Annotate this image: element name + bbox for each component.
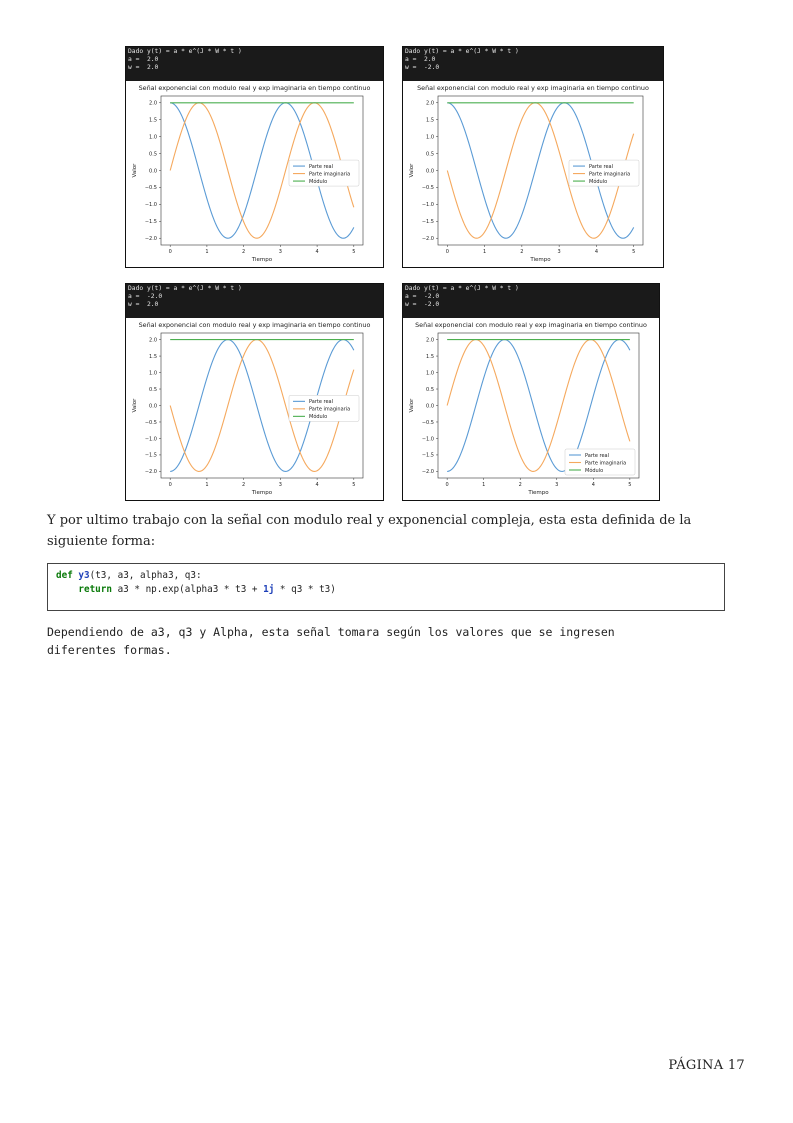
terminal-line: w = 2.0 xyxy=(128,301,159,308)
y-tick-label: −2.0 xyxy=(421,469,434,476)
y-tick-label: −2.0 xyxy=(421,236,434,243)
x-tick-label: 2 xyxy=(518,482,522,488)
chart-title: Señal exponencial con modulo real y exp imaginaria en tiempo continuo xyxy=(415,321,647,329)
x-axis-label: Tiempo xyxy=(528,490,549,496)
description-paragraph: Dependiendo de a3, q3 y Alpha, esta señal tomara según los valores que se ingresen diferentes formas. xyxy=(47,625,615,657)
y-tick-label: −0.5 xyxy=(144,185,157,192)
y-axis-label: Valor xyxy=(409,163,415,178)
x-tick-label: 4 xyxy=(594,249,599,255)
legend-label: Módulo xyxy=(585,467,604,474)
y-tick-label: 1.5 xyxy=(149,117,157,124)
y-tick-label: 0.0 xyxy=(149,168,157,175)
figure-3 xyxy=(125,283,384,501)
figure-4 xyxy=(402,283,660,501)
y-tick-label: −1.5 xyxy=(144,452,157,459)
legend-label: Parte imaginaria xyxy=(309,406,351,413)
y-tick-label: 0.5 xyxy=(149,151,157,158)
y-tick-label: 0.0 xyxy=(426,168,434,175)
terminal-line: a = -2.0 xyxy=(128,293,163,300)
keyword-def: def xyxy=(56,570,73,581)
legend-label: Parte imaginaria xyxy=(309,171,351,178)
terminal-line: Dado y(t) = a * e^(J * W * t ) xyxy=(128,285,242,292)
terminal-line: Dado y(t) = a * e^(J * W * t ) xyxy=(405,285,519,292)
legend-label: Módulo xyxy=(309,178,328,185)
terminal-line: a = 2.0 xyxy=(405,56,436,63)
x-tick-label: 1 xyxy=(205,249,209,255)
legend-label: Parte imaginaria xyxy=(585,460,627,467)
terminal-output xyxy=(126,47,383,81)
x-tick-label: 3 xyxy=(557,249,561,255)
x-axis-label: Tiempo xyxy=(530,257,551,263)
x-axis-label: Tiempo xyxy=(251,490,273,496)
code-indent xyxy=(56,584,78,595)
legend-label: Parte real xyxy=(309,399,334,406)
y-tick-label: 1.0 xyxy=(426,370,434,377)
x-tick-label: 4 xyxy=(591,482,595,488)
y-tick-label: −1.0 xyxy=(421,436,434,443)
figure-1 xyxy=(125,46,384,268)
y-axis-label: Valor xyxy=(132,398,138,413)
y-tick-label: 0.5 xyxy=(149,386,157,393)
x-tick-label: 5 xyxy=(628,482,632,488)
terminal-line: Dado y(t) = a * e^(J * W * t ) xyxy=(405,48,519,55)
return-expr-start: a3 * np.exp(alpha3 * t3 + xyxy=(111,584,264,595)
x-tick-label: 5 xyxy=(352,482,356,488)
y-tick-label: −1.5 xyxy=(421,452,434,459)
y-axis-label: Valor xyxy=(409,398,415,413)
y-tick-label: −1.5 xyxy=(144,219,157,226)
keyword-return: return xyxy=(78,584,112,595)
x-tick-label: 4 xyxy=(315,249,319,255)
y-tick-label: −0.5 xyxy=(421,419,434,426)
y-tick-label: 2.0 xyxy=(426,337,434,344)
y-tick-label: −1.0 xyxy=(144,202,157,209)
chart-svg xyxy=(403,318,659,500)
y-tick-label: −0.5 xyxy=(421,185,434,192)
x-tick-label: 3 xyxy=(278,482,282,488)
x-tick-label: 3 xyxy=(278,249,282,255)
terminal-line: a = -2.0 xyxy=(405,293,440,300)
function-name: y3 xyxy=(78,570,90,581)
terminal-line: w = 2.0 xyxy=(128,64,159,71)
chart-svg xyxy=(126,81,383,267)
x-tick-label: 2 xyxy=(242,249,246,255)
y-tick-label: −2.0 xyxy=(144,236,157,243)
y-tick-label: 1.0 xyxy=(426,134,434,141)
x-tick-label: 5 xyxy=(352,249,356,255)
x-tick-label: 0 xyxy=(168,249,172,255)
legend-label: Módulo xyxy=(309,414,328,421)
chart-svg xyxy=(403,81,663,267)
y-tick-label: 0.5 xyxy=(426,386,434,393)
y-tick-label: 2.0 xyxy=(149,100,157,107)
y-tick-label: 0.5 xyxy=(426,151,434,158)
terminal-line: Dado y(t) = a * e^(J * W * t ) xyxy=(128,48,242,55)
legend-label: Parte imaginaria xyxy=(589,171,631,178)
x-tick-label: 0 xyxy=(445,482,449,488)
y-tick-label: 0.0 xyxy=(426,403,434,410)
y-tick-label: −1.0 xyxy=(144,436,157,443)
x-tick-label: 2 xyxy=(242,482,246,488)
y-tick-label: 2.0 xyxy=(149,337,157,344)
function-signature: (t3, a3, alpha3, q3: xyxy=(89,570,202,581)
return-expr-end: * q3 * t3) xyxy=(274,584,336,595)
y-tick-label: 1.0 xyxy=(149,134,157,141)
y-tick-label: 0.0 xyxy=(149,403,157,410)
x-tick-label: 1 xyxy=(205,482,209,488)
figure-2 xyxy=(402,46,664,268)
x-tick-label: 4 xyxy=(315,482,319,488)
y-tick-label: 1.5 xyxy=(426,353,434,360)
imag-unit-literal: 1j xyxy=(263,584,275,595)
legend-label: Módulo xyxy=(589,178,608,185)
y-tick-label: −0.5 xyxy=(144,419,157,426)
body-paragraph: Y por ultimo trabajo con la señal con modulo real y exponencial compleja, esta esta definida de la siguiente forma: xyxy=(47,513,692,549)
x-tick-label: 0 xyxy=(168,482,172,488)
y-tick-label: 2.0 xyxy=(426,100,434,107)
x-tick-label: 3 xyxy=(555,482,559,488)
terminal-line: w = -2.0 xyxy=(405,301,440,308)
y-axis-label: Valor xyxy=(132,163,138,178)
terminal-line: w = -2.0 xyxy=(405,64,440,71)
x-tick-label: 1 xyxy=(482,249,487,255)
y-tick-label: 1.5 xyxy=(149,353,157,360)
x-tick-label: 5 xyxy=(632,249,636,255)
y-tick-label: −1.0 xyxy=(421,202,434,209)
terminal-output xyxy=(403,284,659,318)
legend-label: Parte real xyxy=(589,163,614,170)
legend-label: Parte real xyxy=(309,163,334,170)
page-number: PÁGINA 17 xyxy=(668,1058,745,1073)
x-tick-label: 1 xyxy=(482,482,486,488)
y-tick-label: 1.0 xyxy=(149,370,157,377)
chart-title: Señal exponencial con modulo real y exp imaginaria en tiempo continuo xyxy=(417,84,649,92)
y-tick-label: −2.0 xyxy=(144,469,157,476)
y-tick-label: −1.5 xyxy=(421,219,434,226)
terminal-line: a = 2.0 xyxy=(128,56,159,63)
y-tick-label: 1.5 xyxy=(426,117,434,124)
chart-title: Señal exponencial con modulo real y exp imaginaria en tiempo continuo xyxy=(138,321,371,329)
legend-label: Parte real xyxy=(585,452,610,459)
code-block xyxy=(47,563,725,611)
x-axis-label: Tiempo xyxy=(251,257,273,263)
terminal-output xyxy=(126,284,383,318)
chart-svg xyxy=(126,318,383,500)
x-tick-label: 0 xyxy=(445,249,449,255)
x-tick-label: 2 xyxy=(520,249,524,255)
chart-title: Señal exponencial con modulo real y exp imaginaria en tiempo continuo xyxy=(138,84,371,92)
terminal-output xyxy=(403,47,663,81)
